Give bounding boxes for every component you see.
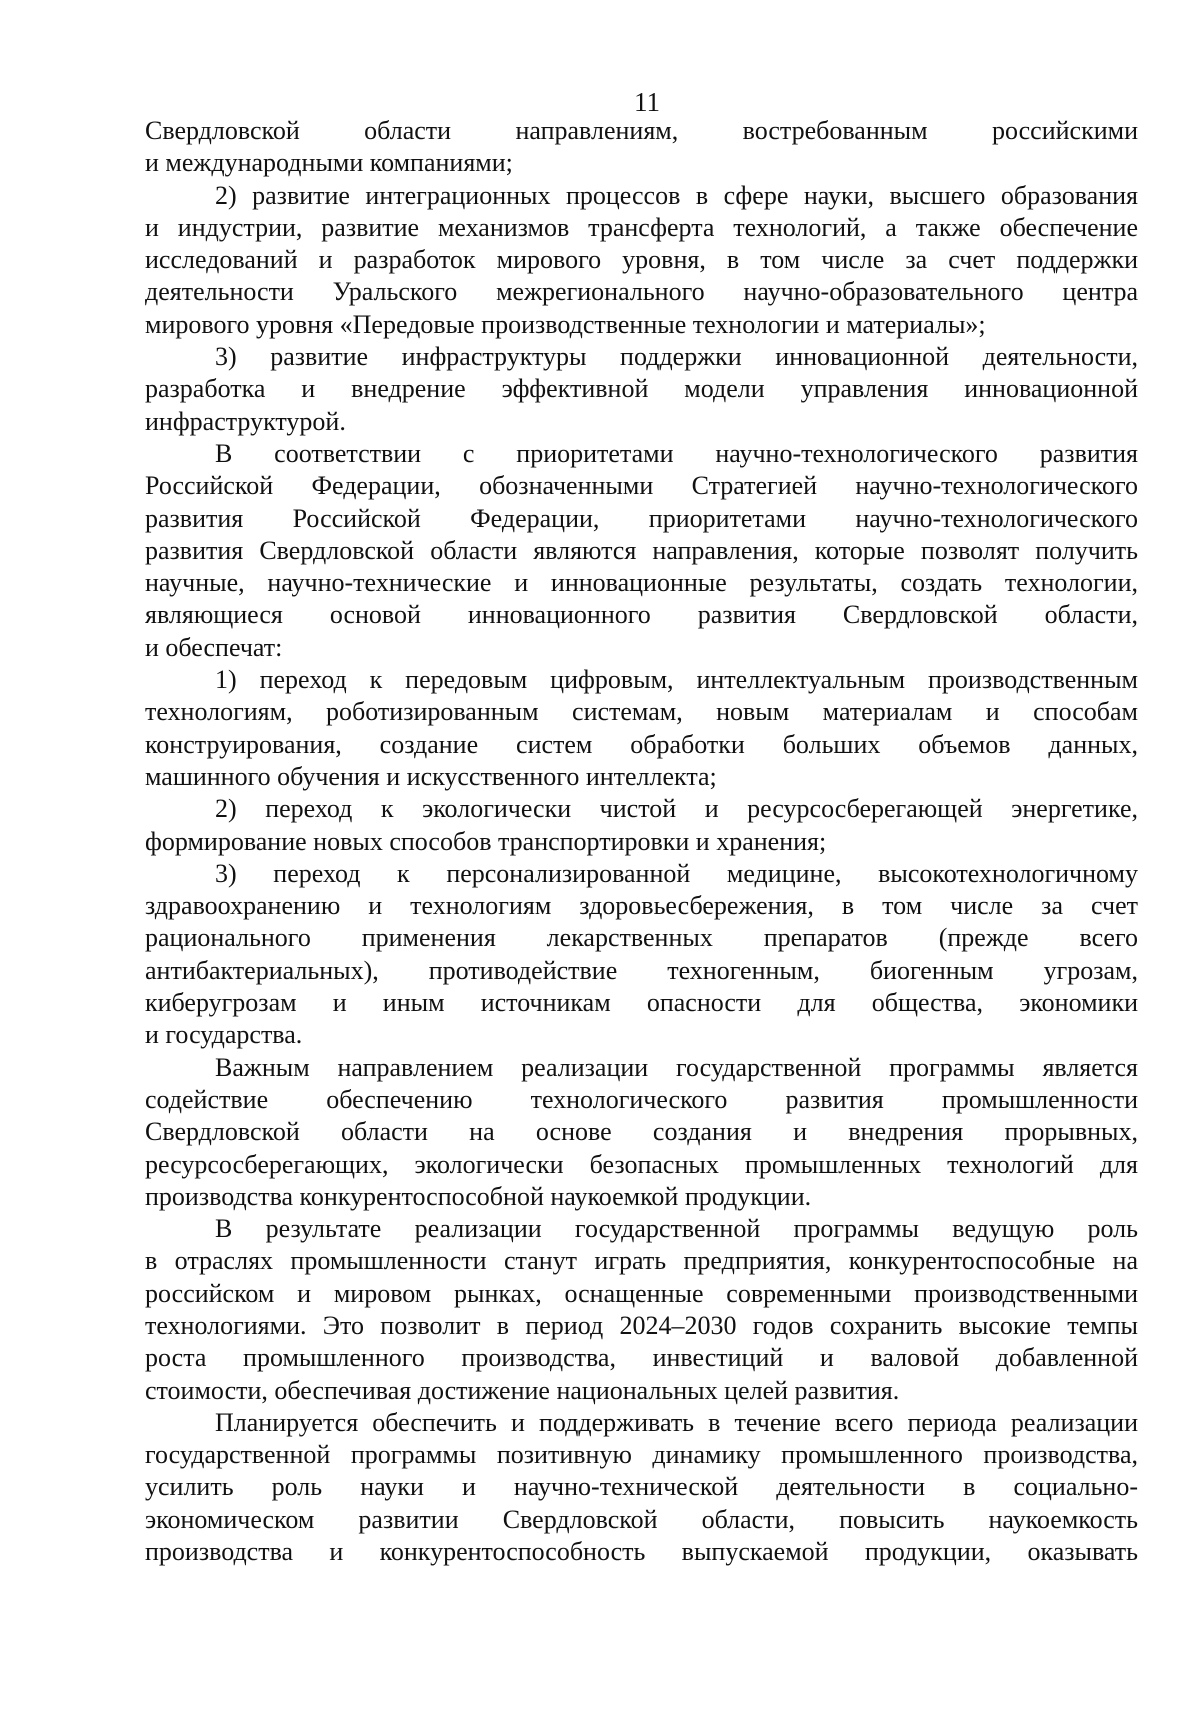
- text-line: киберугрозам и иным источникам опасности для общества, экономики: [145, 988, 1138, 1018]
- text-line: в отраслях промышленности станут играть предприятия, конкурентоспособные на: [145, 1246, 1138, 1276]
- text-line: разработка и внедрение эффективной модели управления инновационной: [145, 374, 1138, 404]
- text-line: В результате реализации государственной программы ведущую роль: [215, 1214, 1138, 1244]
- text-line: производства и конкурентоспособность выпускаемой продукции, оказывать: [145, 1537, 1138, 1567]
- text-line: развития Свердловской области являются направления, которые позволят получить: [145, 535, 1138, 565]
- text-line: мирового уровня «Передовые производственные технологии и материалы»;: [145, 309, 986, 339]
- text-line: усилить роль науки и научно-технической деятельности в социально-: [145, 1472, 1138, 1502]
- text-line: содействие обеспечению технологического развития промышленности: [145, 1084, 1138, 1114]
- text-line: 1) переход к передовым цифровым, интеллектуальным производственным: [215, 665, 1138, 695]
- text-line: технологиям, роботизированным системам, новым материалам и способам: [145, 697, 1138, 727]
- text-line: здравоохранению и технологиям здоровьесбережения, в том числе за счет: [145, 891, 1138, 921]
- text-line: являющиеся основой инновационного развития Свердловской области,: [145, 600, 1138, 630]
- text-line: инфраструктурой.: [145, 406, 346, 436]
- text-line: Важным направлением реализации государственной программы является: [215, 1052, 1138, 1082]
- text-line: российском и мировом рынках, оснащенные современными производственными: [145, 1278, 1138, 1308]
- text-line: 3) развитие инфраструктуры поддержки инновационной деятельности,: [215, 342, 1138, 372]
- text-line: исследований и разработок мирового уровня, в том числе за счет поддержки: [145, 245, 1138, 275]
- text-line: формирование новых способов транспортировки и хранения;: [145, 826, 827, 856]
- text-line: Планируется обеспечить и поддерживать в течение всего периода реализации: [215, 1407, 1138, 1437]
- page-number: 11: [634, 87, 660, 117]
- text-line: антибактериальных), противодействие техногенным, биогенным угрозам,: [145, 955, 1138, 985]
- text-line: стоимости, обеспечивая достижение национальных целей развития.: [145, 1375, 900, 1405]
- text-line: Свердловской области на основе создания и внедрения прорывных,: [145, 1117, 1138, 1147]
- text-line: Свердловской области направлениям, востребованным российскими: [145, 116, 1138, 145]
- text-line: Российской Федерации, обозначенными Стратегией научно-технологического: [145, 471, 1138, 501]
- text-line: 3) переход к персонализированной медицине, высокотехнологичному: [215, 858, 1138, 888]
- text-line: и международными компаниями;: [145, 148, 513, 178]
- text-line: экономическом развитии Свердловской области, повысить наукоемкость: [145, 1504, 1138, 1534]
- text-line: деятельности Уральского межрегионального научно-образовательного центра: [145, 277, 1138, 307]
- text-line: технологиями. Это позволит в период 2024–2030 годов сохранить высокие темпы: [145, 1310, 1138, 1340]
- body-text: [145, 115, 1138, 1568]
- text-line: и индустрии, развитие механизмов трансферта технологий, а также обеспечение: [145, 212, 1138, 242]
- text-line: научные, научно-технические и инновационные результаты, создать технологии,: [145, 568, 1138, 598]
- text-line: конструирования, создание систем обработки больших объемов данных,: [145, 729, 1138, 759]
- text-line: 2) переход к экологически чистой и ресурсосберегающей энергетике,: [215, 794, 1138, 824]
- text-line: 2) развитие интеграционных процессов в сфере науки, высшего образования: [215, 180, 1138, 210]
- text-line: развития Российской Федерации, приоритетами научно-технологического: [145, 503, 1138, 533]
- text-line: и обеспечат:: [145, 632, 283, 662]
- text-line: производства конкурентоспособной наукоемкой продукции.: [145, 1181, 812, 1211]
- text-line: государственной программы позитивную динамику промышленного производства,: [145, 1440, 1138, 1470]
- text-line: роста промышленного производства, инвестиций и валовой добавленной: [145, 1343, 1138, 1373]
- text-line: и государства.: [145, 1020, 303, 1050]
- text-line: рационального применения лекарственных препаратов (прежде всего: [145, 923, 1138, 953]
- text-line: В соответствии с приоритетами научно-технологического развития: [215, 438, 1138, 468]
- text-line: ресурсосберегающих, экологически безопасных промышленных технологий для: [145, 1149, 1138, 1179]
- text-line: машинного обучения и искусственного интеллекта;: [145, 761, 717, 791]
